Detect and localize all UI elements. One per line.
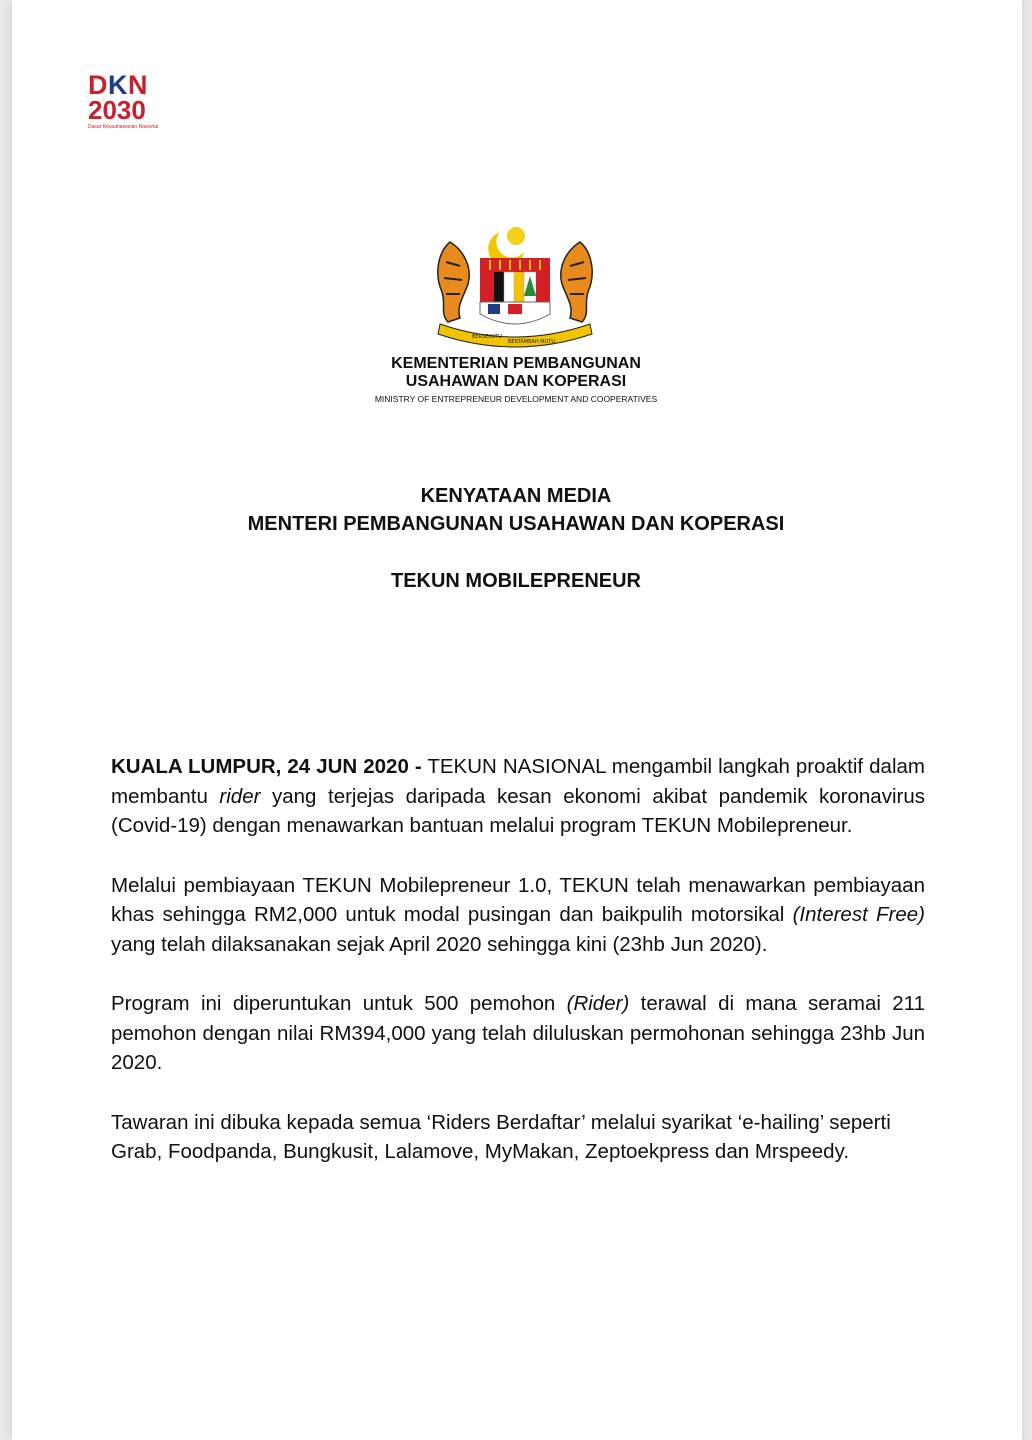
- statement-body: [111, 752, 925, 1197]
- crest-motto-left: BERSEKUTU: [472, 334, 502, 340]
- paragraph-3: Program ini diperuntukan untuk 500 pemohon (Rider) terawal di mana seramai 211 pemohon dengan nilai RM394,000 yang telah diluluskan permohonan sehingga 23hb Jun 2020.: [111, 992, 925, 1074]
- dkn-year: 2030: [88, 95, 146, 125]
- paragraph-4: Tawaran ini dibuka kepada semua ‘Riders Berdaftar’ melalui syarikat ‘e-hailing’ seperti Grab, Foodpanda, Bungkusit, Lalamove, MyMakan, Zeptoekpress dan Mrspeedy.: [111, 1110, 891, 1163]
- document-page: [12, 0, 1022, 1440]
- statement-subject: TEKUN MOBILEPRENEUR: [390, 570, 641, 592]
- ministry-name-english: MINISTRY OF ENTREPRENEUR DEVELOPMENT AND COOPERATIVES: [374, 394, 658, 404]
- dkn-letter-k: K: [108, 70, 128, 100]
- statement-type: KENYATAAN MEDIA: [420, 485, 612, 507]
- paragraph-1: KUALA LUMPUR, 24 JUN 2020 - TEKUN NASIONAL mengambil langkah proaktif dalam membantu rider yang terjejas daripada kesan ekonomi akibat pandemik koronavirus (Covid-19) dengan menawarkan bantuan melalui program TEKUN Mobilepreneur.: [111, 755, 925, 837]
- dkn-letter-d: D: [88, 70, 108, 100]
- ministry-name-line2: USAHAWAN DAN KOPERASI: [405, 373, 627, 390]
- ministry-header: [0, 355, 1032, 405]
- paragraph-2: Melalui pembiayaan TEKUN Mobilepreneur 1.0, TEKUN telah menawarkan pembiayaan khas sehingga RM2,000 untuk modal pusingan dan baikpulih motorsikal (Interest Free) yang telah dilaksanakan sejak April 2020 sehingga kini (23hb Jun 2020).: [111, 873, 925, 956]
- statement-issuer: MENTERI PEMBANGUNAN USAHAWAN DAN KOPERASI: [247, 513, 785, 535]
- dkn-2030-logo: [88, 72, 168, 142]
- dateline: KUALA LUMPUR, 24 JUN 2020 -: [111, 755, 422, 778]
- dkn-letter-n: N: [128, 70, 148, 100]
- dkn-tagline: Dasar Keusahawanan Nasional: [88, 124, 159, 130]
- coat-of-arms-icon: [420, 222, 610, 352]
- statement-titles: [0, 482, 1032, 595]
- ministry-name-line1: KEMENTERIAN PEMBANGUNAN: [391, 355, 641, 372]
- crest-motto-right: BERTAMBAH MUTU: [508, 339, 555, 345]
